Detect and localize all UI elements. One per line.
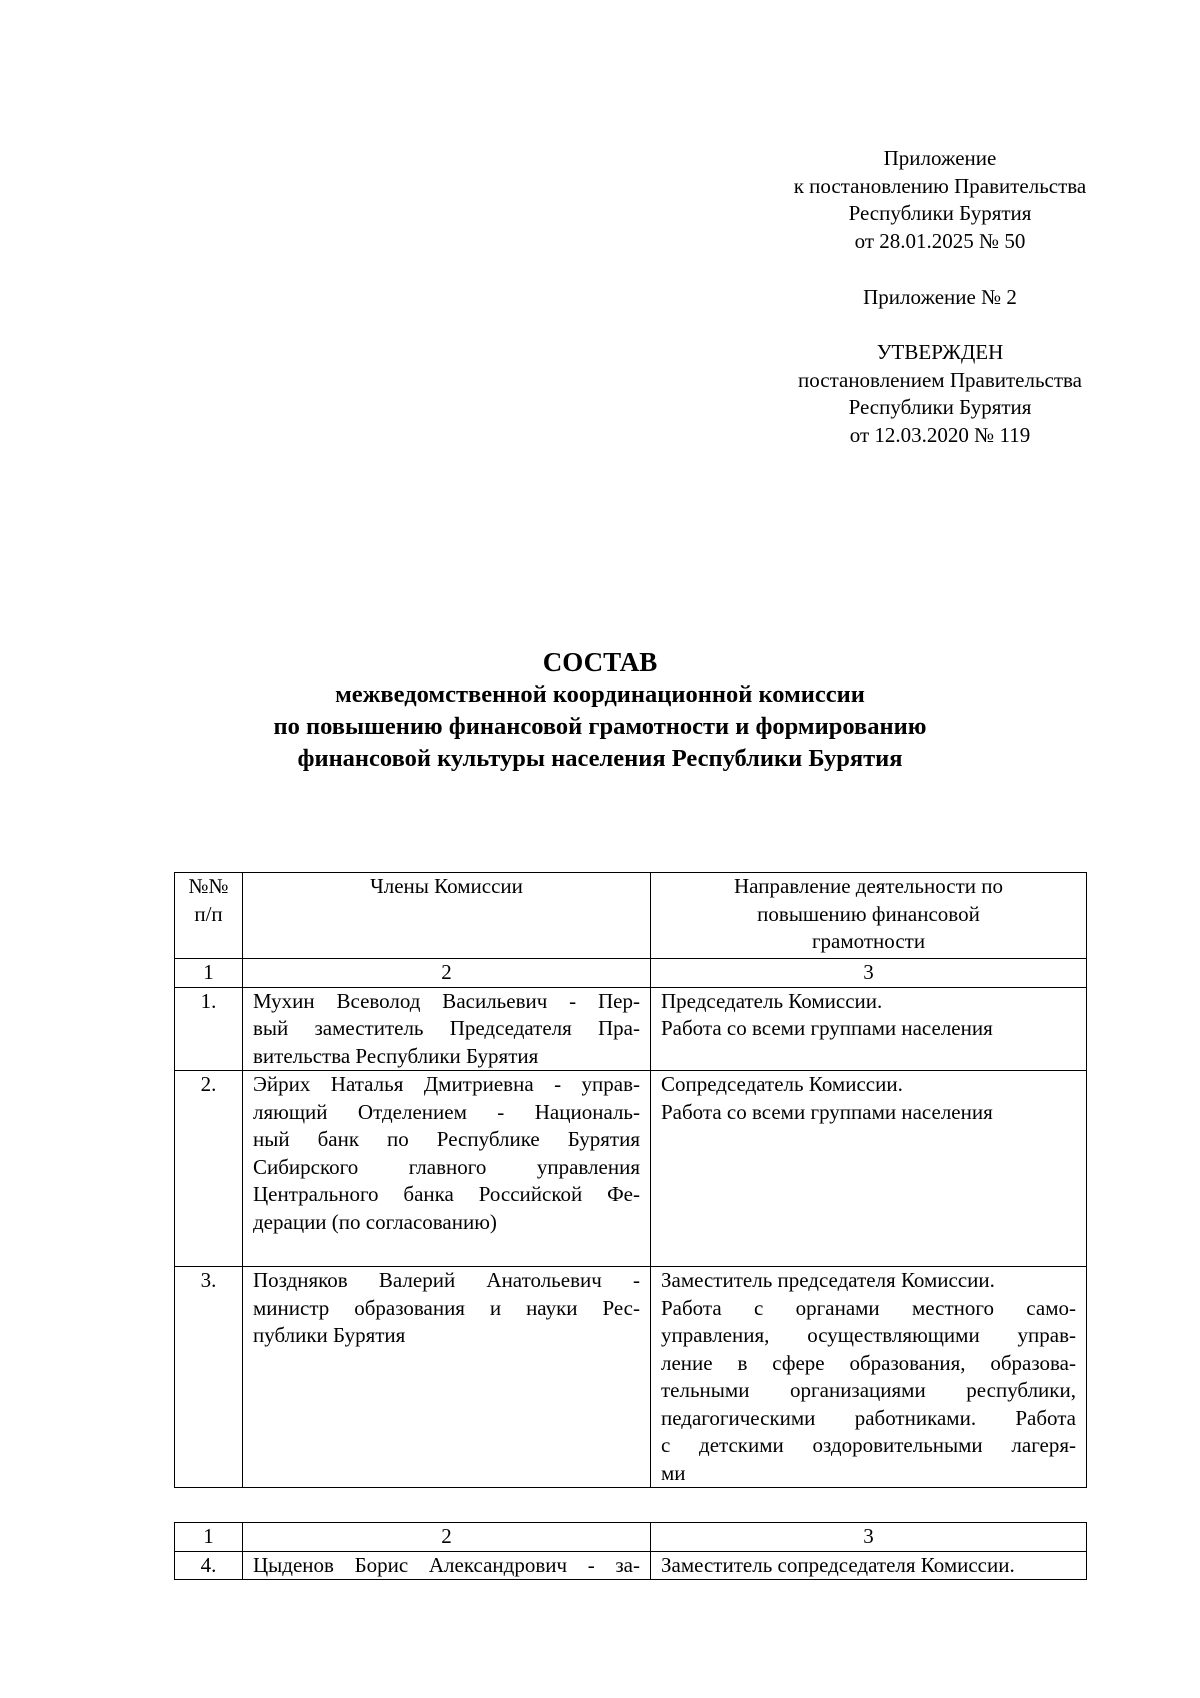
header-num-line: п/п [194,901,223,926]
commission-table [174,872,1087,1488]
header-num-line: №№ [188,874,229,898]
header-direction-line: повышению финансовой [757,901,980,926]
table-row [175,1551,1087,1580]
col-number: 2 [243,1523,651,1552]
document-title [100,646,1100,775]
direction-cell [651,987,1087,1071]
header-members-label: Члены Комиссии [370,874,523,898]
member-line: министр образования и науки Рес- [253,1295,640,1320]
member-line: Мухин Всеволод Васильевич - Пер- [253,988,640,1013]
member-cell [243,1551,651,1580]
member-line: Сибирского главного управления [253,1154,640,1179]
member-line: дерации (по согласованию) [253,1209,497,1234]
row-num: 4. [175,1551,243,1580]
col-number: 1 [175,959,243,988]
direction-cell [651,1267,1087,1488]
member-line: публики Бурятия [253,1323,406,1347]
table-row [175,987,1087,1071]
appendix-line: от 28.01.2025 № 50 [854,228,1026,253]
approval-line: постановлением Правительства [797,367,1082,392]
header-num [175,873,243,959]
title-line: по повышению финансовой грамотности и формированию [273,713,927,740]
title-main: СОСТАВ [542,647,658,677]
row-num: 2. [175,1071,243,1267]
member-line: Эйрих Наталья Дмитриевна - управ- [253,1072,640,1096]
appendix-line: Республики Бурятия [848,201,1032,225]
appendix-header [740,145,1140,255]
title-line: финансовой культуры населения Республики Бурятия [297,745,903,772]
column-number-row [175,1523,1087,1552]
approval-line: УТВЕРЖДЕН [876,340,1004,364]
direction-line: Работа с органами местного само- [661,1295,1076,1320]
table-row [175,1071,1087,1267]
member-line: ный банк по Республике Бурятия [253,1127,640,1151]
commission-table-continuation [174,1522,1087,1580]
direction-line: с детскими оздоровительными лагеря- [661,1433,1076,1457]
direction-line: ми [661,1460,686,1485]
approval-line: Республики Бурятия [848,395,1032,419]
member-cell [243,987,651,1071]
direction-line: Работа со всеми группами населения [661,1016,993,1040]
direction-line: ление в сфере образования, образова- [661,1350,1076,1375]
header-direction [651,873,1087,959]
approval-header [740,339,1140,449]
col-number: 3 [651,1523,1087,1552]
direction-line: управления, осуществляющими управ- [661,1323,1076,1347]
direction-line: педагогическими работниками. Работа [661,1405,1076,1430]
member-cell [243,1071,651,1267]
row-num: 1. [175,987,243,1071]
appendix-number [740,284,1140,312]
member-cell [243,1267,651,1488]
header-members [243,873,651,959]
member-line: ляющий Отделением - Националь- [253,1099,640,1124]
header-direction-line: Направление деятельности по [734,874,1003,898]
title-line: межведомственной координационной комиссии [335,681,865,708]
member-line: вительства Республики Бурятия [253,1043,539,1068]
col-number: 2 [243,959,651,988]
member-line: Цыденов Борис Александрович - за- [253,1552,640,1577]
column-number-row [175,959,1087,988]
direction-cell [651,1071,1087,1267]
member-line: Центрального банка Российской Фе- [253,1182,640,1206]
appendix-number-line: Приложение № 2 [863,285,1017,309]
table-row [175,1267,1087,1488]
direction-line: тельными организациями республики, [661,1378,1076,1402]
row-num: 3. [175,1267,243,1488]
table-header-row [175,873,1087,959]
direction-line: Заместитель сопредседателя Комиссии. [661,1552,1015,1577]
member-line: Поздняков Валерий Анатольевич - [253,1268,640,1292]
direction-line: Председатель Комиссии. [661,988,883,1013]
approval-line: от 12.03.2020 № 119 [849,422,1031,447]
appendix-line: к постановлению Правительства [793,173,1087,198]
col-number: 3 [651,959,1087,988]
direction-cell [651,1551,1087,1580]
direction-line: Заместитель председателя Комиссии. [661,1268,995,1292]
appendix-line: Приложение [883,146,997,170]
col-number: 1 [175,1523,243,1552]
direction-line: Работа со всеми группами населения [661,1099,993,1124]
member-line: вый заместитель Председателя Пра- [253,1016,640,1040]
direction-line: Сопредседатель Комиссии. [661,1072,903,1096]
header-direction-line: грамотности [811,929,926,953]
